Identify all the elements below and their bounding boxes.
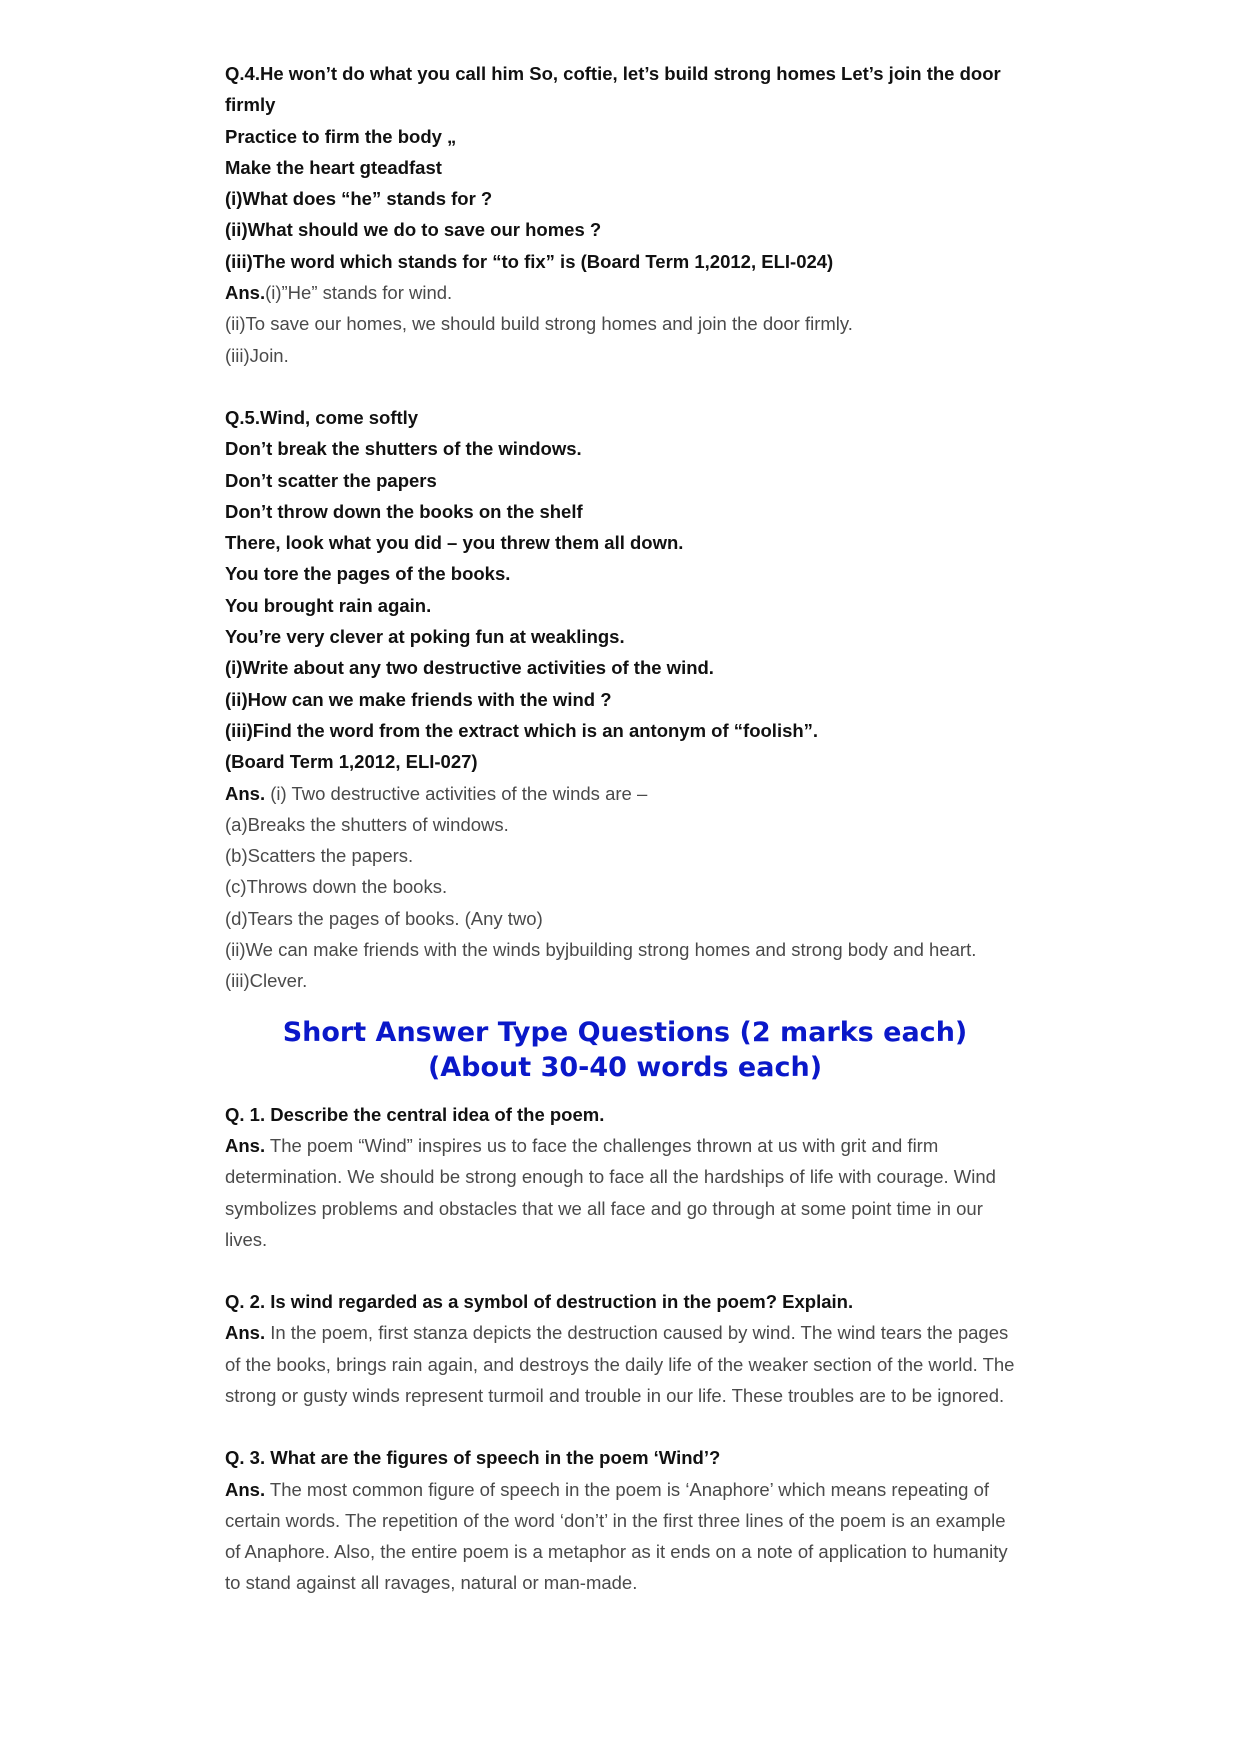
spacer: [225, 1255, 1025, 1286]
answer-paragraph: [225, 1317, 1025, 1411]
section-heading-line-2: (About 30-40 words each): [427, 1051, 823, 1083]
q5-answer-line: (ii)We can make friends with the winds byjbuilding strong homes and strong body and heart.: [225, 939, 977, 961]
q5-answer-line: (iii)Clever.: [225, 970, 308, 992]
q5-line: You tore the pages of the books.: [225, 563, 511, 585]
q4-line: Practice to firm the body „: [225, 125, 457, 147]
section-heading-line-1: Short Answer Type Questions (2 marks each): [282, 1016, 968, 1048]
q5-line: Q.5.Wind, come softly: [225, 406, 419, 428]
answer-label: Ans.: [225, 1478, 266, 1500]
q4-line: (ii)What should we do to save our homes ?: [225, 219, 602, 241]
answer-label: Ans.: [225, 1322, 266, 1344]
q5-line: Don’t throw down the books on the shelf: [225, 500, 583, 522]
q5-line: Don’t scatter the papers: [225, 469, 437, 491]
q4-line: firmly: [225, 94, 276, 116]
q4-answer-line: [225, 277, 1025, 308]
answer-text: The poem “Wind” inspires us to face the challenges thrown at us with grit and firm determination. We should be strong enough to face all the hardships of life with courage. Wind symbolizes problems and obstacles that we all face and go through at some point time in our lives.: [225, 1134, 996, 1250]
short-question-1: [225, 1099, 1025, 1255]
answer-text: (i) Two destructive activities of the winds are –: [265, 782, 648, 804]
q5-line: There, look what you did – you threw them all down.: [225, 532, 684, 554]
question-5-block: [225, 402, 1025, 997]
answer-label: Ans.: [225, 782, 266, 804]
q5-answer-line: (a)Breaks the shutters of windows.: [225, 813, 509, 835]
section-heading: [225, 1015, 1025, 1085]
answer-text: In the poem, first stanza depicts the destruction caused by wind. The wind tears the pages of the books, brings rain again, and destroys the daily life of the weaker section of the world. The strong or gusty winds represent turmoil and trouble in our life. These troubles are to be ignored.: [225, 1322, 1015, 1406]
q5-line: (i)Write about any two destructive activities of the wind.: [225, 657, 714, 679]
q5-answer-line: (d)Tears the pages of books. (Any two): [225, 907, 543, 929]
question-4-block: [225, 58, 1025, 371]
q5-line: You brought rain again.: [225, 594, 432, 616]
q5-line: You’re very clever at poking fun at weaklings.: [225, 626, 625, 648]
question-text: Q. 3. What are the figures of speech in the poem ‘Wind’?: [225, 1447, 721, 1469]
q5-answer-line: [225, 778, 1025, 809]
question-text: Q. 1. Describe the central idea of the poem.: [225, 1103, 605, 1125]
question-text: Q. 2. Is wind regarded as a symbol of destruction in the poem? Explain.: [225, 1291, 854, 1313]
answer-text: The most common figure of speech in the poem is ‘Anaphore’ which means repeating of certain words. The repetition of the word ‘don’t’ in the first three lines of the poem is an example of Anaphore. Also, the entire poem is a metaphor as it ends on a note of application to humanity to stand against all ravages, natural or man-made.: [225, 1478, 1008, 1594]
q4-line: Make the heart gteadfast: [225, 156, 442, 178]
q4-answer-line: (ii)To save our homes, we should build strong homes and join the door firmly.: [225, 313, 853, 335]
short-question-3: [225, 1442, 1025, 1598]
short-question-2: [225, 1286, 1025, 1411]
q4-line: (iii)The word which stands for “to fix” is (Board Term 1,2012, ELI-024): [225, 250, 834, 272]
answer-paragraph: [225, 1474, 1025, 1599]
q5-answer-line: (b)Scatters the papers.: [225, 845, 414, 867]
answer-paragraph: [225, 1130, 1025, 1255]
document-body: [225, 58, 1025, 1599]
q5-line: (Board Term 1,2012, ELI-027): [225, 751, 478, 773]
q5-line: (ii)How can we make friends with the wind ?: [225, 688, 612, 710]
answer-label: Ans.: [225, 282, 266, 304]
spacer: [225, 1411, 1025, 1442]
answer-label: Ans.: [225, 1134, 266, 1156]
q4-answer-line: (iii)Join.: [225, 344, 289, 366]
q5-answer-line: (c)Throws down the books.: [225, 876, 448, 898]
spacer: [225, 371, 1025, 402]
q4-line: (i)What does “he” stands for ?: [225, 188, 493, 210]
q5-line: Don’t break the shutters of the windows.: [225, 438, 582, 460]
answer-text: (i)”He” stands for wind.: [265, 282, 453, 304]
q4-line: Q.4.He won’t do what you call him So, coftie, let’s build strong homes Let’s join the door: [225, 63, 1001, 84]
q5-line: (iii)Find the word from the extract which is an antonym of “foolish”.: [225, 719, 819, 741]
